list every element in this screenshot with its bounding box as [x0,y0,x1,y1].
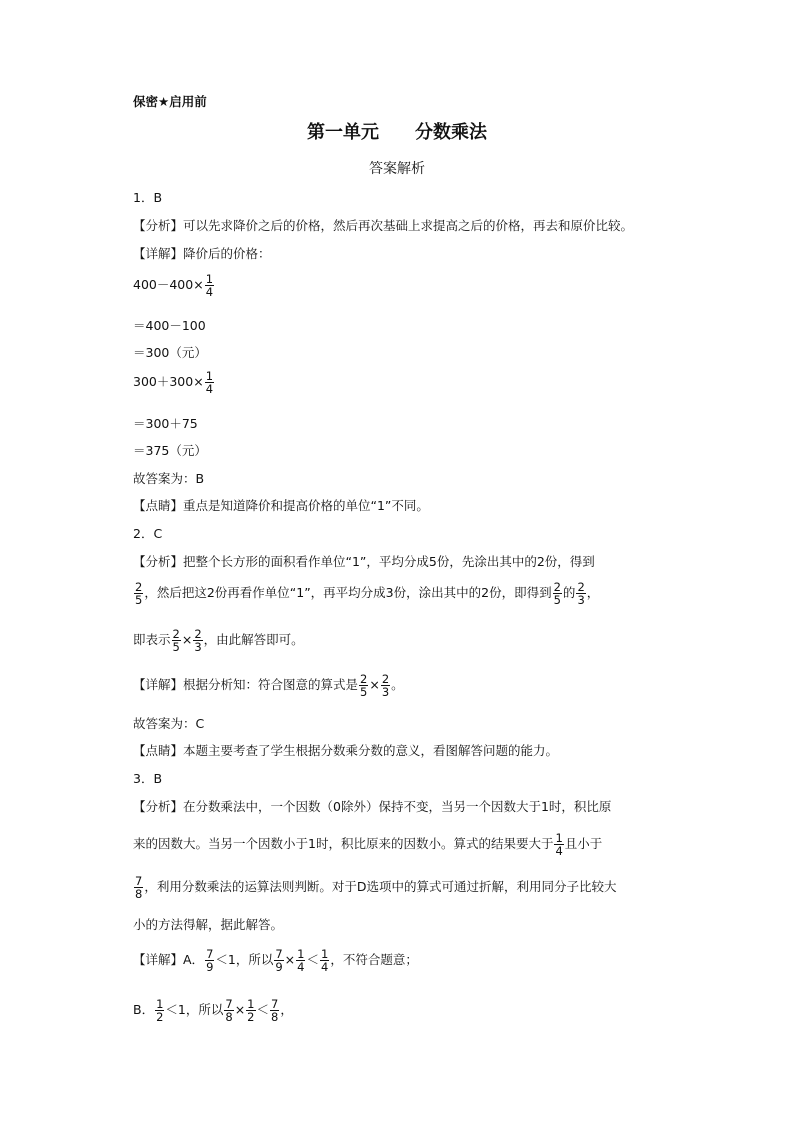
fraction: $\frac{1}{2}$ [156,997,164,1024]
q3-number: 3．B [133,771,163,786]
fraction: $\frac{1}{2}$ [247,997,255,1024]
q1-expression-2 [133,370,215,395]
q1-step-2: ＝300（元） [133,345,207,360]
fraction: $\frac{1}{4}$ [205,272,214,299]
q1-step-1: ＝400－100 [133,318,206,333]
fraction: $\frac{2}{3}$ [577,580,585,607]
q1-expression-1 [133,273,215,298]
q3-detail-a: 【详解】A． $\frac{7}{9}$ ＜1，所以 $\frac{7}{9}$ × $\frac{1}{4}$ ＜ $\frac{1}{4}$ ，不符合题意； [133,947,418,974]
fraction: $\frac{2}{5}$ [360,672,368,699]
q1-step-3: ＝300＋75 [133,416,198,431]
fraction: $\frac{2}{3}$ [381,672,390,699]
fraction: $\frac{2}{5}$ [135,580,143,607]
fraction: $\frac{1}{4}$ [555,831,563,858]
fraction: $\frac{7}{8}$ [225,997,233,1024]
fraction: $\frac{2}{5}$ [172,627,180,654]
q2-number: 2．C [133,526,163,541]
q3-analysis-line-2: 来的因数大。当另一个因数小于1时，积比原来的因数小。算式的结果要大于 $\frac{1}{4}$ 且小于 [133,831,603,858]
q1-analysis: 【分析】可以先求降价之后的价格，然后再次基础上求提高之后的价格，再去和原价比较。 [133,218,634,233]
q2-detail: 【详解】根据分析知：符合图意的算式是 $\frac{2}{5}$ × $\frac{2}{3}$ 。 [133,672,404,699]
page-subtitle: 答案解析 [369,161,425,177]
confidential-label: 保密★启用前 [133,94,207,109]
q1-step-4: ＝375（元） [133,443,207,458]
fraction: $\frac{7}{9}$ [275,947,283,974]
page-title: 第一单元 分数乘法 [307,122,487,143]
q1-expr1-text: 400－400× [133,277,204,292]
fraction: $\frac{7}{9}$ [206,947,214,974]
q3-analysis-line-3: $\frac{7}{8}$ ，利用分数乘法的运算法则判断。对于D选项中的算式可通过折解，利用同分子比较大 [135,874,617,901]
q2-analysis-line-1: 【分析】把整个长方形的面积看作单位“1”，平均分成5份，先涂出其中的2份，得到 [133,554,595,569]
q1-expr2-text: 300＋300× [133,374,204,389]
fraction: $\frac{2}{3}$ [194,627,202,654]
fraction: $\frac{7}{8}$ [271,997,279,1024]
q2-answer: 故答案为：C [133,716,205,731]
q2-tip: 【点睛】本题主要考查了学生根据分数乘分数的意义，看图解答问题的能力。 [133,743,559,758]
q1-answer: 故答案为：B [133,471,205,486]
q3-analysis-line-4: 小的方法得解，据此解答。 [133,917,284,932]
fraction: $\frac{1}{4}$ [205,369,214,396]
fraction: $\frac{2}{5}$ [553,580,561,607]
q1-number: 1．B [133,190,163,205]
fraction: $\frac{7}{8}$ [135,874,143,901]
q2-analysis-line-3: 即表示 $\frac{2}{5}$ × $\frac{2}{3}$ ，由此解答即可。 [133,627,304,654]
fraction: $\frac{1}{4}$ [321,947,329,974]
q2-analysis-line-2: $\frac{2}{5}$ ，然后把这2份再看作单位“1”，再平均分成3份，涂出其中的2份，即得到 $\frac{2}{5}$ 的 $\frac{2}{3}$ ， [135,580,600,607]
q1-tip: 【点睛】重点是知道降价和提高价格的单位“1”不同。 [133,498,429,513]
q3-detail-b: B． $\frac{1}{2}$ ＜1，所以 $\frac{7}{8}$ × $\frac{1}{2}$ ＜ $\frac{7}{8}$ ， [133,997,293,1024]
fraction: $\frac{1}{4}$ [297,947,305,974]
q1-detail-intro: 【详解】降价后的价格： [133,246,271,261]
q3-analysis-line-1: 【分析】在分数乘法中，一个因数（0除外）保持不变，当另一个因数大于1时，积比原 [133,799,612,814]
